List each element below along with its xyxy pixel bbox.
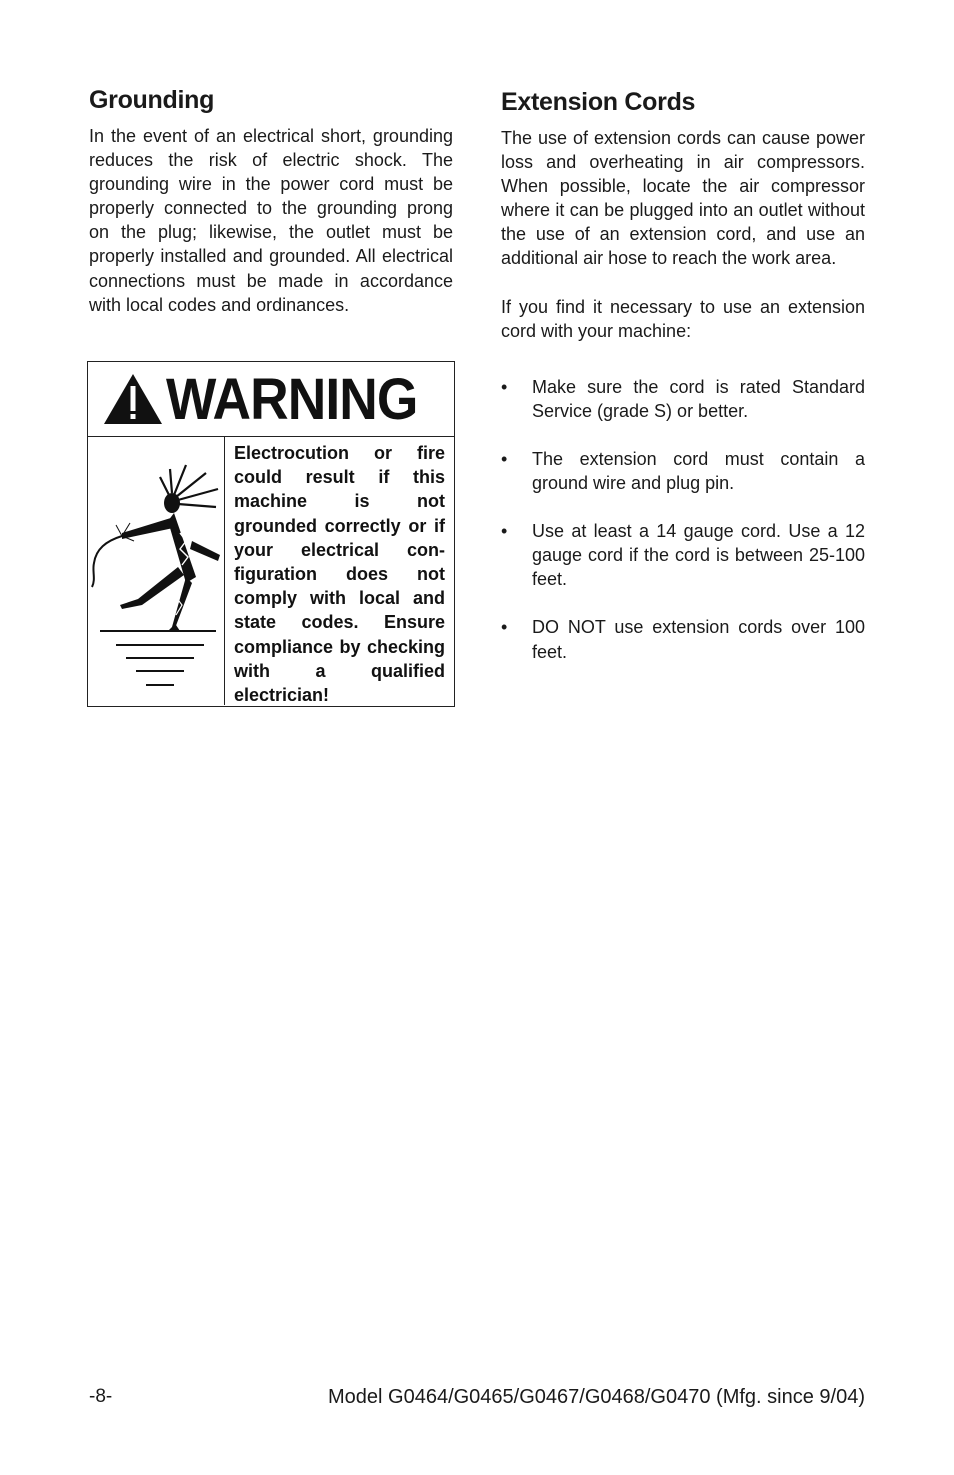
exclamation-triangle-icon <box>102 372 164 426</box>
electrocution-icon <box>88 437 224 705</box>
extension-cords-list <box>501 375 865 664</box>
model-footer: Model G0464/G0465/G0467/G0468/G0470 (Mfg. since 9/04) <box>327 1386 865 1408</box>
warning-illustration <box>88 437 225 705</box>
grounding-body: In the event of an electrical short, grounding reduces the risk of electric shock. The grounding wire in the power cord must be properly connected to the grounding prong on the plug; likewise, the outlet must be properly installed and grounded. All electrical connections must be made in accordance with local codes and ordinances. <box>89 126 453 315</box>
bullet-icon: • <box>501 617 508 638</box>
warning-header <box>88 362 454 437</box>
page-number: -8- <box>89 1386 113 1407</box>
list-item: • Use at least a 14 gauge cord. Use a 12 gauge cord if the cord is between 25-100 feet. <box>501 521 865 590</box>
bullet-icon: • <box>501 448 508 469</box>
extension-cords-intro: The use of extension cords can cause power loss and overheating in air compressors. When possible, locate the air compressor where it can be plugged into an outlet without the use of an extension cord, and use an additional air hose to reach the work area. <box>501 128 865 269</box>
warning-body <box>88 437 454 705</box>
grounding-section <box>89 84 453 317</box>
warning-text: Electrocution or fire could result if this machine is not grounded correctly or if your electrical configuration does not comply with local and state codes. Ensure compliance by checking with a qualified electrician! <box>234 443 445 706</box>
extension-cords-heading: Extension Cords <box>501 88 696 116</box>
grounding-heading: Grounding <box>89 86 215 114</box>
list-item: • The extension cord must contain a ground wire and plug pin. <box>501 448 865 494</box>
list-item: • Make sure the cord is rated Standard Service (grade S) or better. <box>501 376 865 421</box>
warning-label: WARNING <box>166 367 418 432</box>
bullet-icon: • <box>501 521 508 542</box>
extension-cords-lead: If you find it necessary to use an extension cord with your machine: <box>501 296 865 341</box>
extension-cords-section <box>501 86 865 688</box>
list-item: • DO NOT use extension cords over 100 feet. <box>501 617 865 662</box>
bullet-icon: • <box>501 376 508 397</box>
warning-box <box>87 361 455 707</box>
